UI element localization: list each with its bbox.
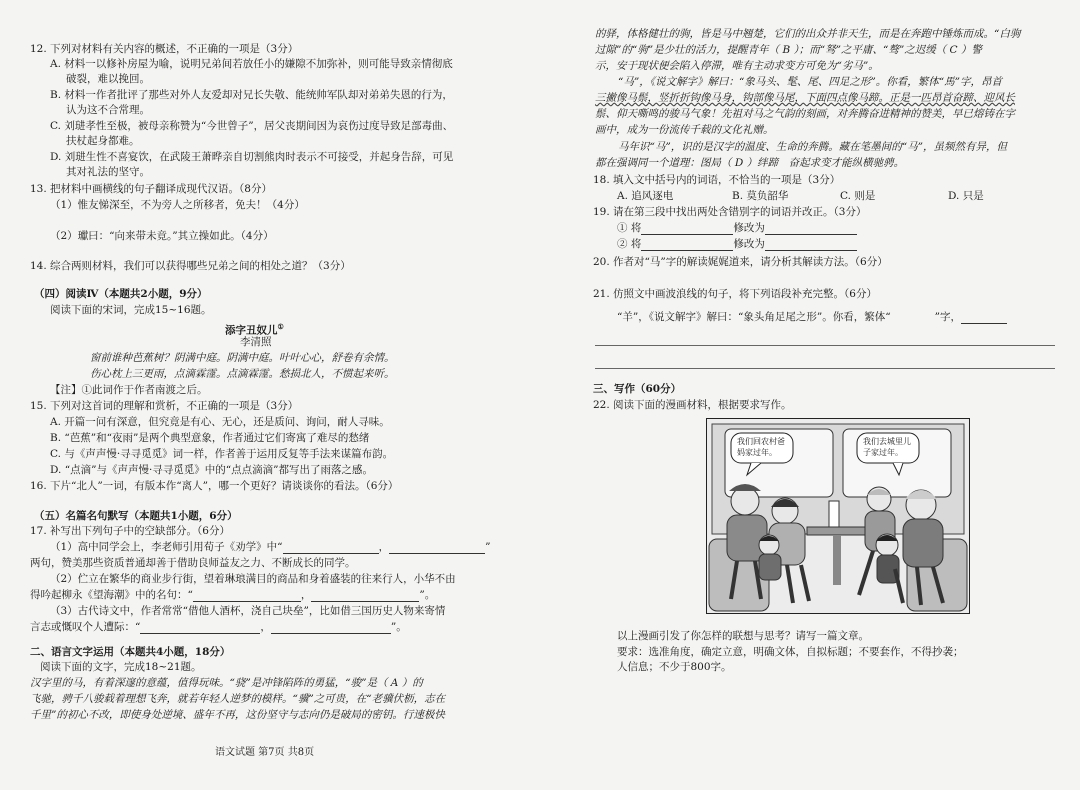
q12-option-a: A. 材料一以修补房屋为喻，说明兄弟间若放任小的嫌隙不加弥补，则可能导致亲情彻底: [50, 58, 453, 70]
page-footer: 语文试题 第7页 共8页: [215, 747, 315, 758]
q15-option-b: B. “芭蕉”和“夜雨”是两个典型意象，作者通过它们寄寓了难尽的愁绪: [50, 432, 370, 444]
q17-part2-cont: 得吟起柳永《望海潮》中的名句：“ ， ”。: [30, 589, 436, 601]
q15-option-c: C. 与《声声慢·寻寻觅觅》词一样，作者善于运用反复等手法来谋篇布韵。: [50, 448, 394, 460]
q12-option-d-cont: 其对礼法的坚守。: [66, 166, 150, 178]
q21-blank-1[interactable]: [961, 313, 1007, 324]
poem-line-2: 伤心枕上三更雨，点滴霖霪。点滴霖霪。愁损北人，不惯起来听。: [90, 368, 395, 380]
writing-requirements: 要求：选准角度，确定立意，明确文体，自拟标题；不要套作，不得抄袭；: [617, 646, 964, 658]
q12-option-b: B. 材料一作者批评了那些对外人友爱却对兄长失敬、能统帅军队却对弟弟失恩的行为，: [50, 89, 453, 101]
poem-author: 李清照: [240, 336, 272, 348]
passage-line-1: 汉字里的马，有着深邃的意蕴，值得玩味。“骁”是冲锋陷阵的勇猛，“骏”是（ A ）的: [30, 677, 423, 689]
passage-line-6: 示，安于现状便会陷入停滞，唯有主动求变方可免为“劣马”。: [595, 60, 879, 72]
poem-line-1: 窗前谁种芭蕉树？阴满中庭。阴满中庭。叶叶心心，舒卷有余情。: [90, 352, 395, 364]
writing-requirements-cont: 人信息；不少于800字。: [617, 661, 732, 673]
section3-heading: 三、写作（60分）: [593, 383, 682, 395]
q21-line-1: “羊”，《说文解字》解曰：“象头角足尾之形”。你看，繁体“ ”字，: [617, 311, 1007, 324]
q19-blank-1[interactable]: [641, 224, 733, 235]
q12-option-b-cont: 认为这不合常理。: [66, 104, 150, 116]
speech-bubble-right: 我们去城里儿子家过年。: [863, 437, 911, 457]
q21-answer-line-2[interactable]: [595, 368, 1055, 369]
passage-line-8: 三撇像马鬃，竖折折钩像马身，钩部像马尾，下面四点像马蹄。正是一匹昂首奋蹄、迎风长: [595, 92, 1015, 104]
section4-intro: 阅读下面的宋词，完成15~16题。: [50, 304, 212, 316]
blank-4[interactable]: [311, 591, 419, 602]
q21-stem: 21. 仿照文中画波浪线的句子，将下列语段补充完整。（6分）: [593, 288, 877, 300]
poem-title: 添字丑奴儿①: [225, 322, 284, 337]
q14-stem: 14. 综合两则材料，我们可以获得哪些兄弟之间的相处之道？（3分）: [30, 260, 351, 272]
q19-stem: 19. 请在第三段中找出两处含错别字的词语并改正。（3分）: [593, 206, 867, 218]
section2-intro: 阅读下面的文字，完成18~21题。: [40, 661, 202, 673]
q19-blank-4[interactable]: [765, 240, 857, 251]
speech-bubble-left: 我们回农村爸妈家过年。: [737, 437, 785, 457]
q17-part2: （2）伫立在繁华的商业步行街，望着琳琅满目的商品和身着盛装的往来行人，小华不由: [50, 573, 456, 585]
section5-heading: （五）名篇名句默写（本题共1小题，6分）: [34, 510, 238, 522]
q13-stem: 13. 把材料中画横线的句子翻译成现代汉语。（8分）: [30, 183, 272, 195]
q12-option-c-cont: 扶杖起身都难。: [66, 135, 140, 147]
q18-option-a: A. 追风逐电: [617, 190, 674, 202]
q17-part1: （1）高中同学会上，李老师引用荀子《劝学》中“ ， ”: [50, 541, 491, 553]
q20-stem: 20. 作者对“马”字的解读娓娓道来，请分析其解读方法。（6分）: [593, 256, 888, 268]
q18-option-c: C. 则是: [840, 190, 876, 202]
q21-answer-line-1[interactable]: [595, 345, 1055, 346]
q17-part3: （3）古代诗文中，作者常常“借他人酒杯，浇自己块垒”，比如借三国历史人物来寄情: [50, 605, 446, 617]
q19-blank-2[interactable]: [765, 224, 857, 235]
q13-sentence-1: （1）惟友悌深至，不为旁人之所移者，免夫！（4分）: [50, 199, 305, 211]
right-page: [540, 0, 1080, 790]
section4-heading: （四）阅读Ⅳ（本题共2小题，9分）: [34, 288, 208, 300]
blank-6[interactable]: [271, 623, 391, 634]
passage-line-11: 马年识“马”，识的是汉字的温度、生命的奔腾。藏在笔墨间的“马”，虽频然有异，但: [618, 141, 1007, 153]
q19-row-1: ① 将 修改为: [617, 222, 857, 235]
passage-line-9: 鬃、仰天嘶鸣的骏马气象！先祖对马之气韵的刻画，对奔腾奋进精神的赞美，早已熔铸在字: [595, 108, 1015, 120]
q15-option-a: A. 开篇一问有深意，但究竟是有心、无心，还是质问、询问，耐人寻味。: [50, 416, 390, 428]
q22-stem: 22. 阅读下面的漫画材料，根据要求写作。: [593, 399, 792, 411]
q18-option-b: B. 莫负韶华: [732, 190, 789, 202]
blank-5[interactable]: [140, 623, 260, 634]
q12-option-c: C. 刘琎孝性至极，被母亲称赞为“今世曾子”，居父丧期间因为哀伤过度导致足部毒曲、: [50, 120, 454, 132]
section2-heading: 二、语言文字运用（本题共4小题，18分）: [30, 646, 231, 658]
passage-line-10: 画中，成为一份流传千载的文化礼赠。: [595, 124, 774, 136]
q17-part1-cont: 两句，赞美那些资质普通却善于借助良师益友之力、不断成长的同学。: [30, 557, 356, 569]
q15-stem: 15. 下列对这首词的理解和赏析，不正确的一项是（3分）: [30, 400, 299, 412]
passage-line-4: 的驿，体格健壮的驹，皆是马中翘楚，它们的出众并非天生，而是在奔跑中锤炼而成。“白驹: [595, 28, 1021, 40]
q18-option-d: D. 只是: [948, 190, 984, 202]
q16-stem: 16. 下片“北人”一词，有版本作“离人”，哪一个更好？请谈谈你的看法。（6分）: [30, 480, 399, 492]
q17-part3-cont: 言志或慨叹个人遭际：“ ， ”。: [30, 621, 407, 633]
q17-stem: 17. 补写出下列句子中的空缺部分。（6分）: [30, 525, 230, 537]
passage-line-7: “马”，《说文解字》解曰：“象马头、髦、尾、四足之形”。你看，繁体“馬”字，昂首: [618, 76, 1002, 88]
blank-2[interactable]: [389, 543, 485, 554]
writing-prompt: 以上漫画引发了你怎样的联想与思考？请写一篇文章。: [617, 630, 869, 642]
comic-illustration: [706, 418, 970, 614]
q15-option-d: D. “点滴”与《声声慢·寻寻觅觅》中的“点点滴滴”都写出了雨落之感。: [50, 464, 374, 476]
q12-option-a-cont: 破裂，难以挽回。: [66, 73, 150, 85]
q13-sentence-2: （2）瓛曰：“向来带未竟。”其立操如此。（4分）: [50, 230, 274, 242]
q12-option-d: D. 刘琎生性不喜宴饮，在武陵王萧晔亲自切割熊肉时表示不可接受，并起身告辞，可见: [50, 151, 454, 163]
blank-3[interactable]: [193, 591, 301, 602]
poem-note: 【注】①此词作于作者南渡之后。: [50, 384, 208, 396]
q19-row-2: ② 将 修改为: [617, 238, 857, 251]
passage-line-5: 过隙”的“驹”是少壮的活力，提醒青年（ B ）；而“驽”之平庸、“骜”之迟缓（ C ）警: [595, 44, 982, 56]
q18-stem: 18. 填入文中括号内的词语，不恰当的一项是（3分）: [593, 174, 841, 186]
q12-stem: 12. 下列对材料有关内容的概述，不正确的一项是（3分）: [30, 43, 299, 55]
passage-line-3: 千里”的初心不改，即使身处逆境、盛年不再，这份坚守与志向仍是破局的密钥。行速极快: [30, 709, 445, 721]
q19-blank-3[interactable]: [641, 240, 733, 251]
blank-1[interactable]: [283, 543, 379, 554]
passage-line-12: 都在强调同一个道理：图局（ D ）绊蹄 奋起求变才能纵横驰骋。: [595, 157, 905, 169]
passage-line-2: 飞驰，骋千八骏载着理想飞奔，就若年轻人逆梦的模样。“骥”之可贵，在“老骥伏枥，志在: [30, 693, 446, 705]
